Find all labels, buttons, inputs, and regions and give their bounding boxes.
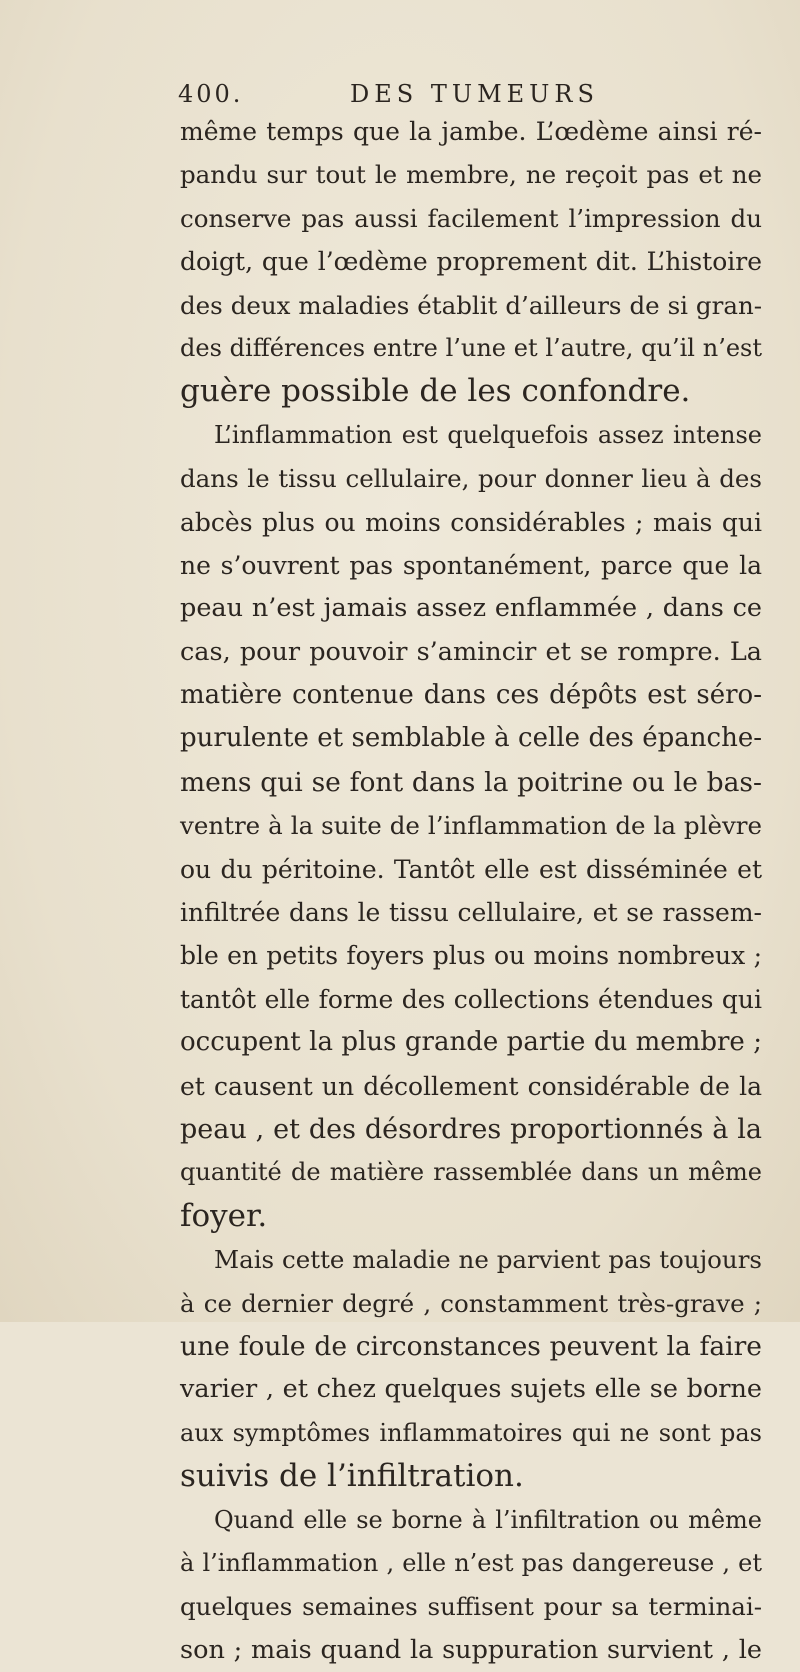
- text-line: suivis de l’infiltration.: [180, 1455, 762, 1498]
- text-line: des deux maladies établit d’ailleurs de si gran-: [180, 284, 762, 327]
- text-line: peau n’est jamais assez enflammée , dans ce: [180, 587, 762, 630]
- text-line: conserve pas aussi facilement l’impression du: [180, 197, 762, 240]
- running-head: DES TUMEURS: [350, 80, 599, 108]
- text-line: des différences entre l’une et l’autre, qu’il n’est: [180, 327, 762, 370]
- text-line: ble en petits foyers plus ou moins nombreux ;: [180, 934, 762, 977]
- page-number: 400.: [178, 80, 243, 108]
- text-line: purulente et semblable à celle des épanche-: [180, 717, 762, 760]
- text-line: varier , et chez quelques sujets elle se borne: [180, 1368, 762, 1411]
- text-line: matière contenue dans ces dépôts est séro-: [180, 674, 762, 717]
- text-line: Quand elle se borne à l’infiltration ou même: [180, 1499, 762, 1542]
- paragraph: [180, 1238, 762, 1498]
- text-line: et causent un décollement considérable de la: [180, 1065, 762, 1108]
- text-line: occupent la plus grande partie du membre ;: [180, 1021, 762, 1064]
- text-line: doigt, que l’œdème proprement dit. L’histoire: [180, 240, 762, 283]
- text-line: ou du péritoine. Tantôt elle est disséminée et: [180, 848, 762, 891]
- text-line: peau , et des désordres proportionnés à la: [180, 1108, 762, 1151]
- text-line: pandu sur tout le membre, ne reçoit pas et ne: [180, 153, 762, 196]
- text-line: foyer.: [180, 1195, 762, 1238]
- text-line: aux symptômes inflammatoires qui ne sont pas: [180, 1412, 762, 1455]
- text-line: quantité de matière rassemblée dans un même: [180, 1151, 762, 1194]
- text-line: à ce dernier degré , constamment très-grave ;: [180, 1282, 762, 1325]
- paragraph: [180, 414, 762, 1238]
- body-text: [180, 110, 762, 1672]
- text-line: dans le tissu cellulaire, pour donner lieu à des: [180, 457, 762, 500]
- text-line: son ; mais quand la suppuration survient , le: [180, 1629, 762, 1672]
- text-line: infiltrée dans le tissu cellulaire, et se rassem-: [180, 891, 762, 934]
- text-line: une foule de circonstances peuvent la faire: [180, 1325, 762, 1368]
- text-line: même temps que la jambe. L’œdème ainsi ré-: [180, 110, 762, 153]
- page-header: [178, 80, 638, 114]
- text-line: abcès plus ou moins considérables ; mais qui: [180, 501, 762, 544]
- text-line: quelques semaines suffisent pour sa terminai-: [180, 1585, 762, 1628]
- text-line: cas, pour pouvoir s’amincir et se rompre. La: [180, 631, 762, 674]
- paragraph: [180, 1499, 762, 1672]
- paragraph: [180, 110, 762, 414]
- text-line: mens qui se font dans la poitrine ou le bas-: [180, 761, 762, 804]
- text-line: ventre à la suite de l’inflammation de la plèvre: [180, 804, 762, 847]
- text-line: à l’inflammation , elle n’est pas dangereuse , et: [180, 1542, 762, 1585]
- text-line: L’inflammation est quelquefois assez intense: [180, 414, 762, 457]
- text-line: ne s’ouvrent pas spontanément, parce que la: [180, 544, 762, 587]
- text-line: tantôt elle forme des collections étendues qui: [180, 978, 762, 1021]
- text-line: Mais cette maladie ne parvient pas toujours: [180, 1238, 762, 1281]
- text-line: guère possible de les confondre.: [180, 370, 762, 413]
